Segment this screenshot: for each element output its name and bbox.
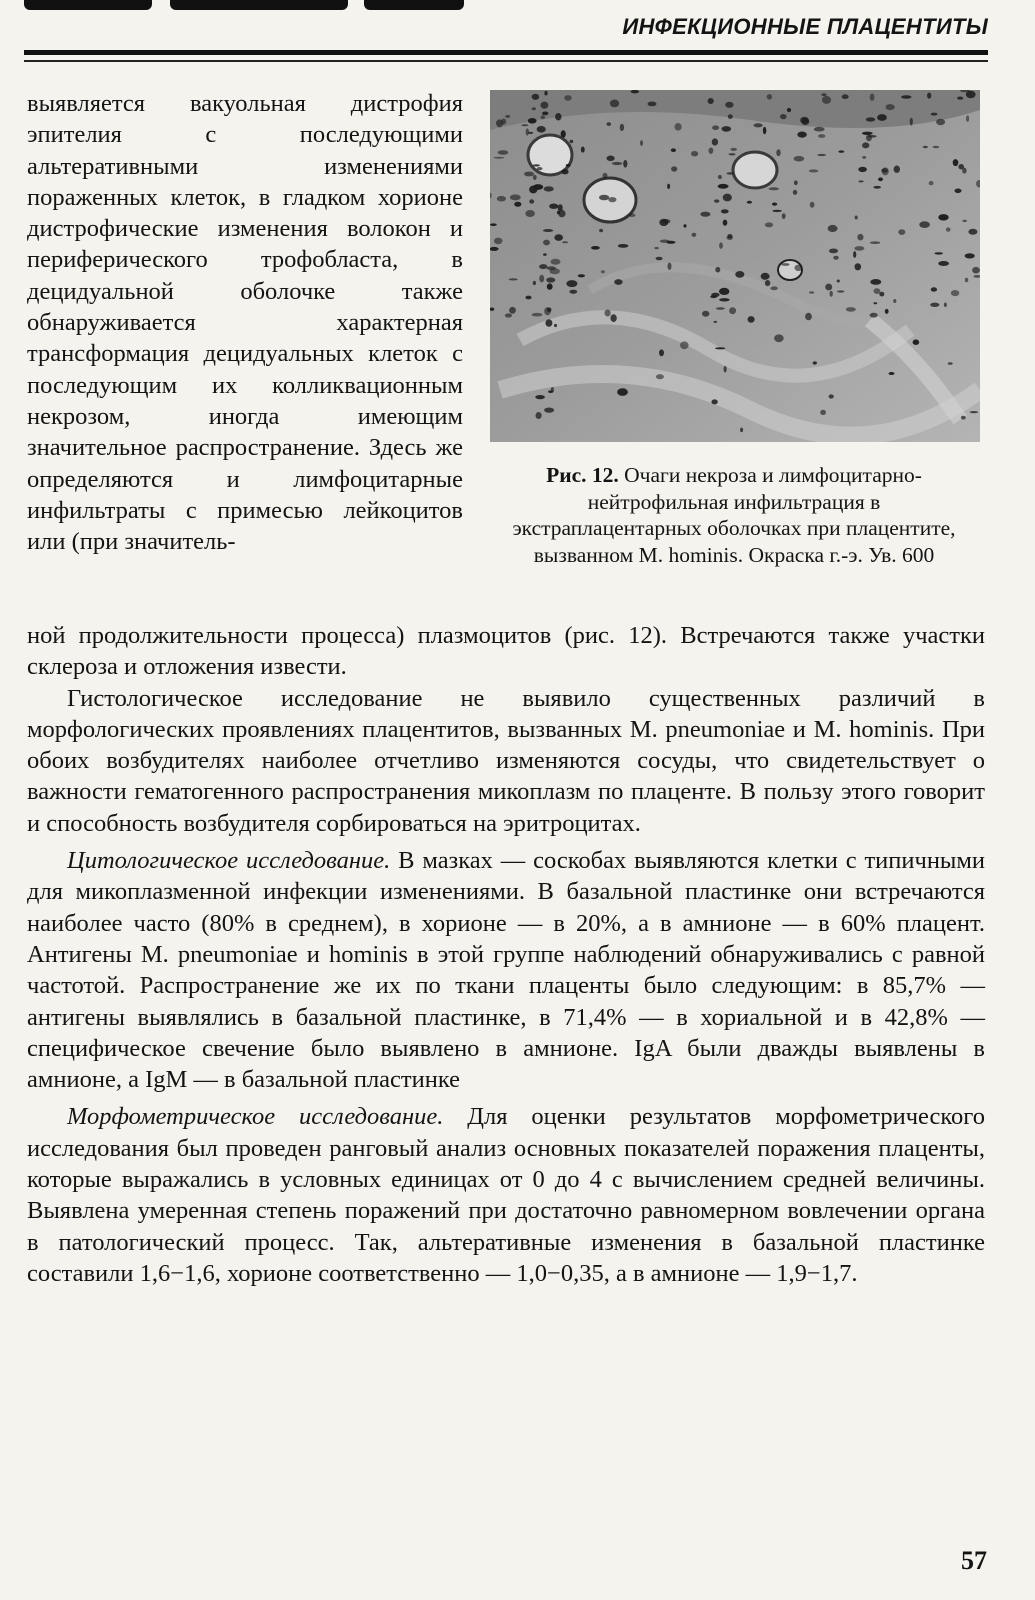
paragraph-2: Гистологическое исследование не выявило существенных различий в морфологических проявлениях плацентитов, вызванных M. pneumoniae и M. hominis. При обоих возбудителях наиболее отчетливо изменяются сосуды, что свидетельствует о важности гематогенного распространения микоплазм по плаценте. В пользу этого говорит и способность возбудителя сорбироваться на эритроцитах. [27,684,985,837]
figure-caption-text: Очаги некроза и лимфоцитарно-нейтрофильная инфильтрация в экстраплацентарных оболочках при плацентите, вызванном M. hominis. Окраска г.-э. Ув. 600 [512,463,956,567]
page-number: 57 [961,1546,987,1575]
main-text [27,620,985,1289]
paragraph-4-text: Для оценки результатов морфометрического исследования был проведен ранговый анализ основных показателей поражения плаценты, которые выражались в условных единицах от 0 до 4 с вычислением средней величины. Выявлена умеренная степень поражений при достаточно равномерном вовлечении органа в патологический процесс. Так, альтеративные изменения в базальной пластинке составили 1,6−1,6, хорионе соответственно — 1,0−0,35, а в амнионе — 1,9−1,7. [27,1103,985,1287]
paragraph-4 [27,1101,985,1289]
top-edge-marks [24,0,464,10]
micrograph-figure [490,90,980,442]
column-text: выявляется вакуольная дистрофия эпителия с последующими альтеративными изменениями пораженных клеток, в гладком хорионе дистрофические изменения волокон и периферического трофобласта, в децидуальной оболочке также обнаруживается характерная трансформация децидуальных клеток с последующим их колликвационным некрозом, иногда имеющим значительное распространение. Здесь же определяются и лимфоцитарные инфильтраты с примесью лейкоцитов или (при значитель- [27,90,463,556]
figure-label: Рис. 12. [546,463,619,487]
running-title: ИНФЕКЦИОННЫЕ ПЛАЦЕНТИТЫ [622,14,988,39]
paragraph-1: ной продолжительности процесса) плазмоцитов (рис. 12). Встречаются также участки склероза и отложения извести. [27,622,985,681]
micrograph-image [490,90,980,442]
header-rule-thin [24,60,988,62]
section-heading-morphometry: Морфометрическое исследование. [67,1103,444,1131]
section-heading-cytology: Цитологическое исследование. [67,847,391,875]
paragraph-3-text: В мазках — соскобах выявляются клетки с типичными для микоплазменной инфекции изменениями. В базальной пластинке они встречаются наиболее часто (80% в среднем), в хорионе — в 20%, а в амнионе — в 60% плацент. Антигены M. pneumoniae и hominis в этой группе наблюдений обнаруживались с равной частотой. Распространение же их по ткани плаценты было следующим: в 85,7% — антигены выявлялись в базальной пластинке, в 71,4% — в хориальной и в 42,8% — специфическое свечение было выявлено в амнионе. IgA были дважды выявлены в амнионе, а IgM — в базальной пластинке [27,847,986,1094]
header-rule [24,50,988,55]
paragraph-3 [27,845,985,1095]
figure-caption [496,462,972,568]
